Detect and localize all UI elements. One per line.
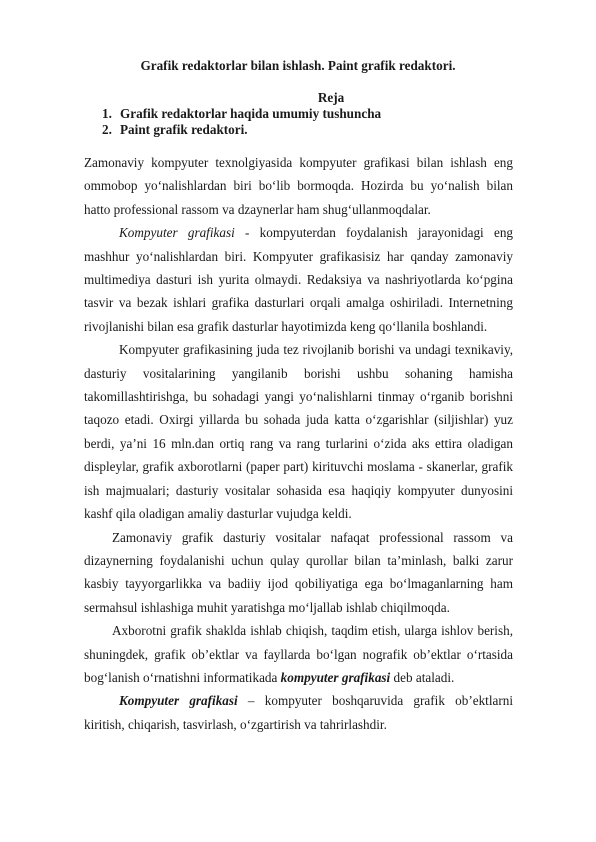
paragraph-development-rest: takomillashtirishga, bu sohadagi yangi yo‘nalishlarni tinmay o‘rganib borishni taqozo etadi. Oxirgi yillarda bu sohada juda katta o‘zgarishlar (siljishlar) yuz berdi, ya’ni 16 mln.dan ortiq rang va rang turlarini o‘zida aks ettira oladigan displeylar, grafik axborotlarni (paper part) kirituvchi moslama - skanerlar, grafik ish majmualari; dasturiy vositalar sohasida esa haqiqiy kompyuter dunyosini kashf qila oladigan amaliy dasturlar vujudga keldi. <box>84 389 513 522</box>
plan-item-text: Grafik redaktorlar haqida umumiy tushuncha <box>120 106 382 121</box>
term-kompyuter-grafikasi: Kompyuter grafikasi <box>119 225 235 241</box>
document-body <box>84 151 513 736</box>
paragraph-final-definition <box>84 689 513 736</box>
paragraph-informatics-end: deb ataladi. <box>390 669 455 685</box>
plan-item <box>102 106 381 122</box>
plan-item-number: 1. <box>102 106 112 121</box>
plan-item <box>102 122 381 138</box>
plan-list <box>102 106 381 138</box>
paragraph-informatics-start: Axborotni grafik shaklda ishlab chiqish, taqdim etish, ularga ishlov berish, shuningdek, grafik ob’ektlar va fayllarda bo‘lgan nografik ob’ektlar o‘rtasida bog‘lanish o‘rnatishni informatikada <box>84 623 513 685</box>
term-kompyuter-grafikasi-bold: kompyuter grafikasi <box>280 669 391 685</box>
paragraph-modern-tools: Zamonaviy grafik dasturiy vositalar nafaqat professional rassom va dizaynerning foydalanishi uchun qulay qurollar bilan ta’minlash, balki zarur kasbiy tayyorgarlikka va badiiy ijod qobiliyatiga ega bo‘lmaganlarning ham sermahsul ishlashiga muhit yaratishga mo‘ljallab ishlab chiqilmoqda. <box>84 529 513 615</box>
paragraph-final-definition-text: – kompyuter boshqaruvida grafik ob’ektlarni kiritish, chiqarish, tasvirlash, o‘zgartirish va tahrirlashdir. <box>84 693 514 732</box>
paragraph-development-line1: Kompyuter grafikasining juda tez rivojlanib borishi va undagi texnikaviy, dasturiy vositalarining yangilanib borishi ushbu sohaning hamisha <box>84 342 513 381</box>
paragraph-definition <box>84 221 513 338</box>
paragraph-definition-text: - kompyuterdan foydalanish jarayonidagi eng mashhur yo‘nalishlardan biri. Kompyuter grafikasisiz har qanday zamonaviy multimediya dasturi ish yurita olmaydi. Redaksiya va nashriyotlarda ko‘pgina tasvir va bezak ishlari grafika dasturlari orqali amalga oshiriladi. Internetning rivojlanishi bilan esa grafik dasturlar hayotimizda keng qo‘llanila boshlandi. <box>84 225 514 334</box>
plan-item-text: Paint grafik redaktori. <box>120 122 248 137</box>
paragraph-intro: Zamonaviy kompyuter texnolgiyasida kompyuter grafikasi bilan ishlash eng ommobop yo‘nalishlardan biri bo‘lib bormoqda. Hozirda bu yo‘nalish bilan hatto professional rassom va dzaynerlar ham shug‘ullanmoqdalar. <box>84 155 513 217</box>
paragraph-informatics <box>84 619 513 689</box>
term-kompyuter-grafikasi-final: Kompyuter grafikasi <box>119 693 238 709</box>
document-title: Grafik redaktorlar bilan ishlash. Paint grafik redaktori. <box>140 58 456 73</box>
plan-item-number: 2. <box>102 122 112 137</box>
plan-heading: Reja <box>317 90 345 105</box>
